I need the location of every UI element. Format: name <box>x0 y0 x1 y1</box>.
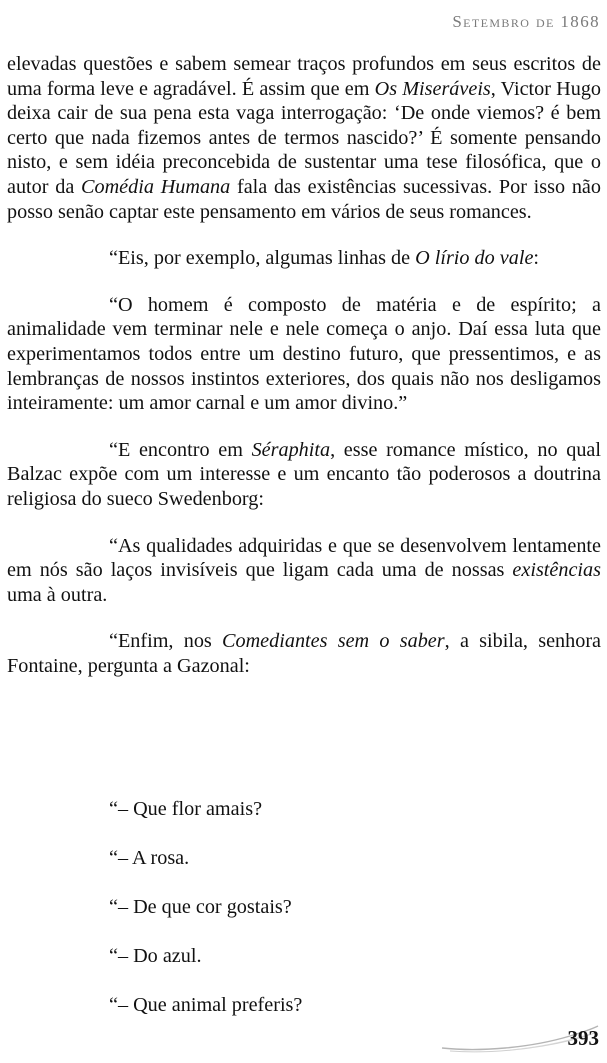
paragraph-5 <box>7 534 601 608</box>
p4-italic-seraphita: Séraphita <box>251 438 331 461</box>
p2-italic-lirio-do-vale: O lírio do vale <box>415 247 534 270</box>
p5-text-2: uma à outra. <box>7 583 108 606</box>
p1-italic-os-miseraveis: Os Miseráveis <box>374 77 491 100</box>
running-header: Setembro de 1868 <box>452 12 600 31</box>
p1-text-3: fala das existências sucessivas. Por isso não posso senão captar este pensamento em vários de seus romances. <box>7 175 601 223</box>
p4-text-1: “E encontro em <box>109 438 252 461</box>
p3-text-1: “O homem é composto de matéria e de espírito; a animalidade vem terminar nele e nele começa o anjo. Daí essa luta que experimentamos todos entre um destino futuro, que pressentimos, e as lembranças de nossos instintos exteriores, dos quais não nos desligamos inteiramente: um amor carnal e um amor divino.” <box>7 293 601 415</box>
p1-text-2: , Victor Hugo deixa cair de sua pena esta vaga interrogação: ‘De onde viemos? é bem certo que nada fizemos antes de termos nascido?’ É somente pensando nisto, e sem idéia preconcebida de sustentar uma tese filosófica, que o autor da <box>7 77 602 198</box>
p6-text-2: , a sibila, senhora Fontaine, pergunta a Gazonal: <box>7 630 601 677</box>
dialogue-line: “– Que animal preferis? <box>109 994 303 1016</box>
dialogue-line: “– De que cor gostais? <box>109 896 292 918</box>
paragraph-6 <box>7 629 601 678</box>
p5-italic-existencias: existências <box>512 559 601 582</box>
p2-text-2: : <box>533 247 540 270</box>
page-body <box>7 52 601 678</box>
paragraph-3 <box>7 293 601 416</box>
p6-italic-comediantes: Comediantes sem o saber <box>222 630 445 653</box>
page-number: 393 <box>567 1026 599 1050</box>
p4-text-2: , esse romance místico, no qual Balzac expõe com um interesse e um encanto tão poderosos a doutrina religiosa do sueco Swedenborg: <box>7 438 601 510</box>
p6-text-1: “Enfim, nos <box>109 630 223 653</box>
dialogue-line: “– Que flor amais? <box>109 798 263 820</box>
p1-italic-comedia-humana: Comédia Humana <box>81 175 231 198</box>
dialogue-line: “– Do azul. <box>109 945 202 967</box>
paragraph-4 <box>7 438 601 512</box>
p5-text-1: “As qualidades adquiridas e que se desenvolvem lentamente em nós são laços invisíveis que ligam cada uma de nossas <box>7 534 601 582</box>
p2-text-1: “Eis, por exemplo, algumas linhas de <box>109 247 416 270</box>
dialogue-line: “– A rosa. <box>109 847 190 869</box>
p1-text-1: elevadas questões e sabem semear traços profundos em seus escritos de uma forma leve e agradável. É assim que em <box>7 53 601 100</box>
paragraph-1 <box>7 52 601 224</box>
paragraph-2 <box>7 246 601 271</box>
